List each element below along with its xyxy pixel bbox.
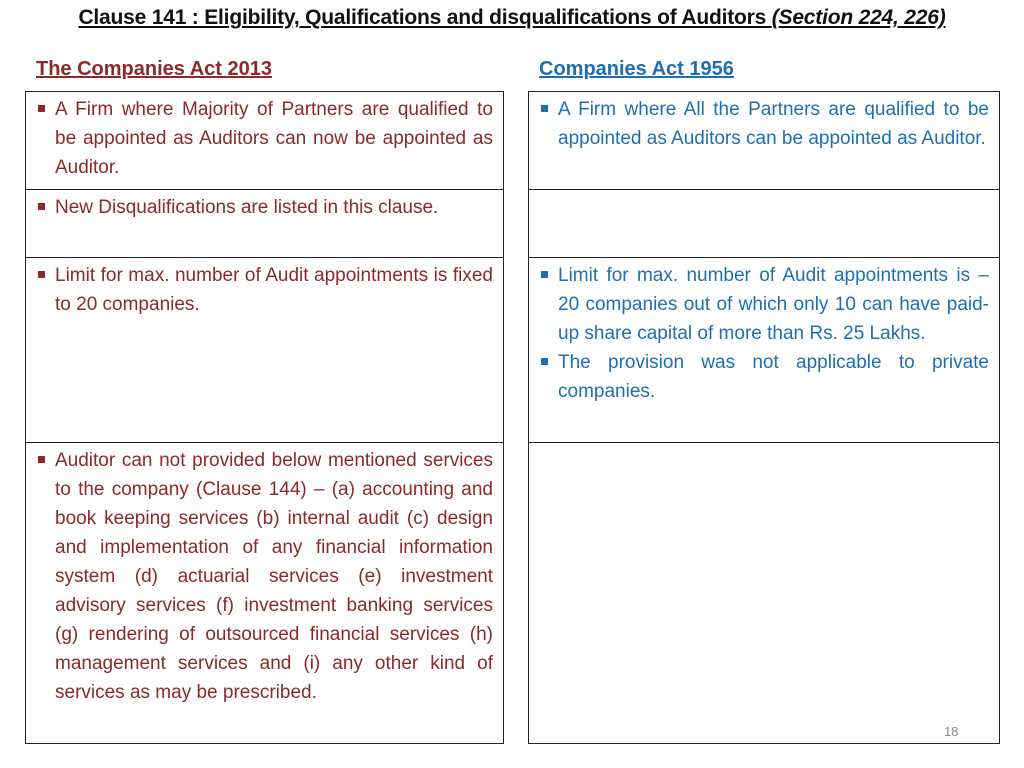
row2-right-cell (528, 189, 1000, 258)
title-section: (Section 224, 226) (771, 6, 946, 29)
title-main: Clause 141 : Eligibility, Qualifications and disqualifications of Auditors (78, 6, 772, 29)
slide-title (0, 6, 1024, 30)
heading-companies-act-2013: The Companies Act 2013 (36, 58, 273, 80)
row3-left-bullet: Limit for max. number of Audit appointments is fixed to 20 companies. (36, 261, 493, 319)
row4-left-cell (25, 442, 504, 744)
row3-right-bullet-2: The provision was not applicable to private companies. (539, 348, 989, 406)
heading-companies-act-1956: Companies Act 1956 (539, 58, 734, 80)
row1-right-bullet: A Firm where All the Partners are qualified to be appointed as Auditors can be appointed as Auditor. (539, 95, 989, 153)
row4-right-cell (528, 442, 1000, 744)
row2-left-bullet: New Disqualifications are listed in this clause. (36, 193, 493, 222)
row1-right-cell (528, 91, 1000, 190)
row3-right-cell (528, 257, 1000, 443)
row3-right-bullet-1: Limit for max. number of Audit appointments is – 20 companies out of which only 10 can have paid-up share capital of more than Rs. 25 Lakhs. (539, 261, 989, 348)
row1-left-cell (25, 91, 504, 190)
row2-left-cell (25, 189, 504, 258)
row4-left-bullet: Auditor can not provided below mentioned services to the company (Clause 144) – (a) accounting and book keeping services (b) internal audit (c) design and implementation of any financial information system (d) actuarial services (e) investment advisory services (f) investment banking services (g) rendering of outsourced financial services (h) management services and (i) any other kind of services as may be prescribed. (36, 446, 493, 707)
slide-number: 18 (944, 724, 959, 739)
row1-left-bullet: A Firm where Majority of Partners are qualified to be appointed as Auditors can now be appointed as Auditor. (36, 95, 493, 182)
row3-left-cell (25, 257, 504, 443)
